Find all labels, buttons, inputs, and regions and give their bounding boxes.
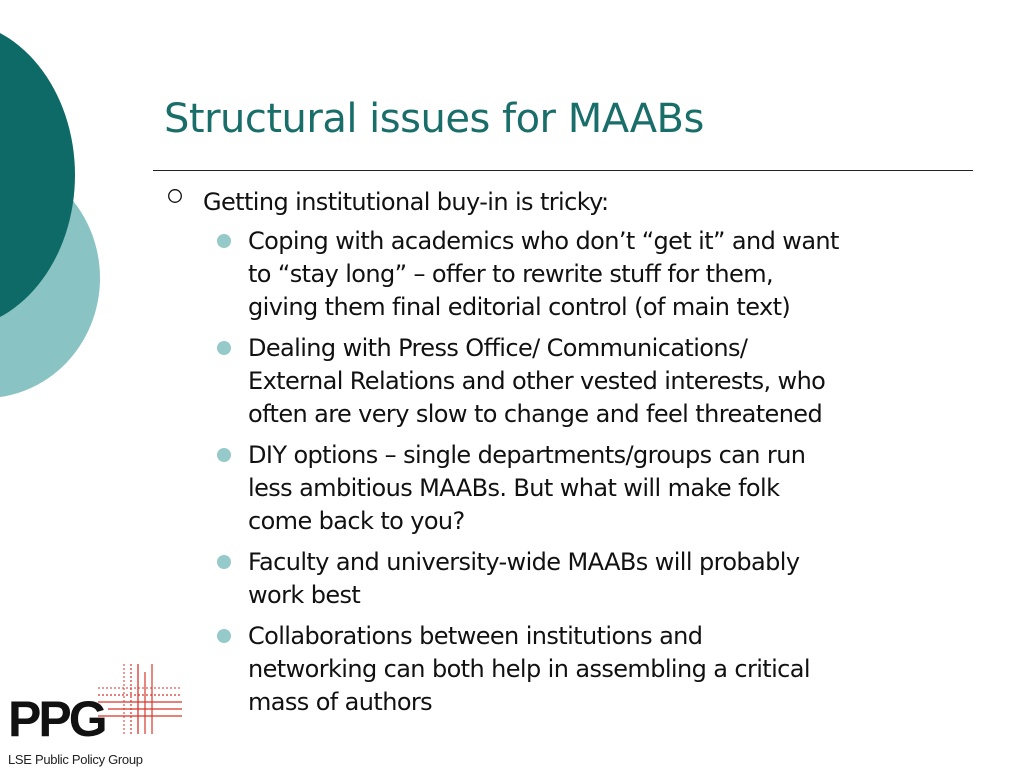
text-line: work best <box>248 581 361 609</box>
text-line: DIY options – single departments/groups can run <box>248 441 806 469</box>
text-line: often are very slow to change and feel threatened <box>248 400 823 428</box>
text-line: to “stay long” – offer to rewrite stuff for them, <box>248 260 774 288</box>
sub-bullet-text <box>248 620 810 719</box>
filled-circle-bullet-icon <box>217 234 231 248</box>
filled-circle-bullet-icon <box>217 448 231 462</box>
logo-caption: LSE Public Policy Group <box>8 752 143 767</box>
main-bullet-point <box>165 186 975 219</box>
list-item <box>217 620 975 719</box>
slide-title: Structural issues for MAABs <box>164 96 704 142</box>
title-divider <box>153 170 973 171</box>
text-line: External Relations and other vested interests, who <box>248 367 826 395</box>
text-line: come back to you? <box>248 507 465 535</box>
slide-body <box>165 186 975 727</box>
text-line: networking can both help in assembling a critical <box>248 655 810 683</box>
logo-wordmark: PPG <box>8 691 105 747</box>
hollow-circle-bullet-icon <box>165 186 185 206</box>
list-item <box>217 225 975 324</box>
main-bullet-text: Getting institutional buy-in is tricky: <box>203 188 609 216</box>
sub-bullet-text <box>248 225 839 324</box>
filled-circle-bullet-icon <box>217 555 231 569</box>
sub-bullet-text <box>248 546 799 612</box>
text-line: Coping with academics who don’t “get it” and want <box>248 227 839 255</box>
text-line: less ambitious MAABs. But what will make folk <box>248 474 780 502</box>
list-item <box>217 332 975 431</box>
text-line: Dealing with Press Office/ Communications/ <box>248 334 748 362</box>
text-line: Faculty and university-wide MAABs will probably <box>248 548 800 576</box>
filled-circle-bullet-icon <box>217 629 231 643</box>
filled-circle-bullet-icon <box>217 341 231 355</box>
text-line: Collaborations between institutions and <box>248 622 703 650</box>
list-item <box>217 439 975 538</box>
sub-bullet-text <box>248 439 805 538</box>
text-line: giving them final editorial control (of main text) <box>248 293 791 321</box>
ppg-logo <box>6 664 186 768</box>
red-crosshair-grid-icon <box>98 664 182 734</box>
text-line: mass of authors <box>248 688 433 716</box>
sub-bullet-list <box>217 225 975 719</box>
sub-bullet-text <box>248 332 825 431</box>
list-item <box>217 546 975 612</box>
